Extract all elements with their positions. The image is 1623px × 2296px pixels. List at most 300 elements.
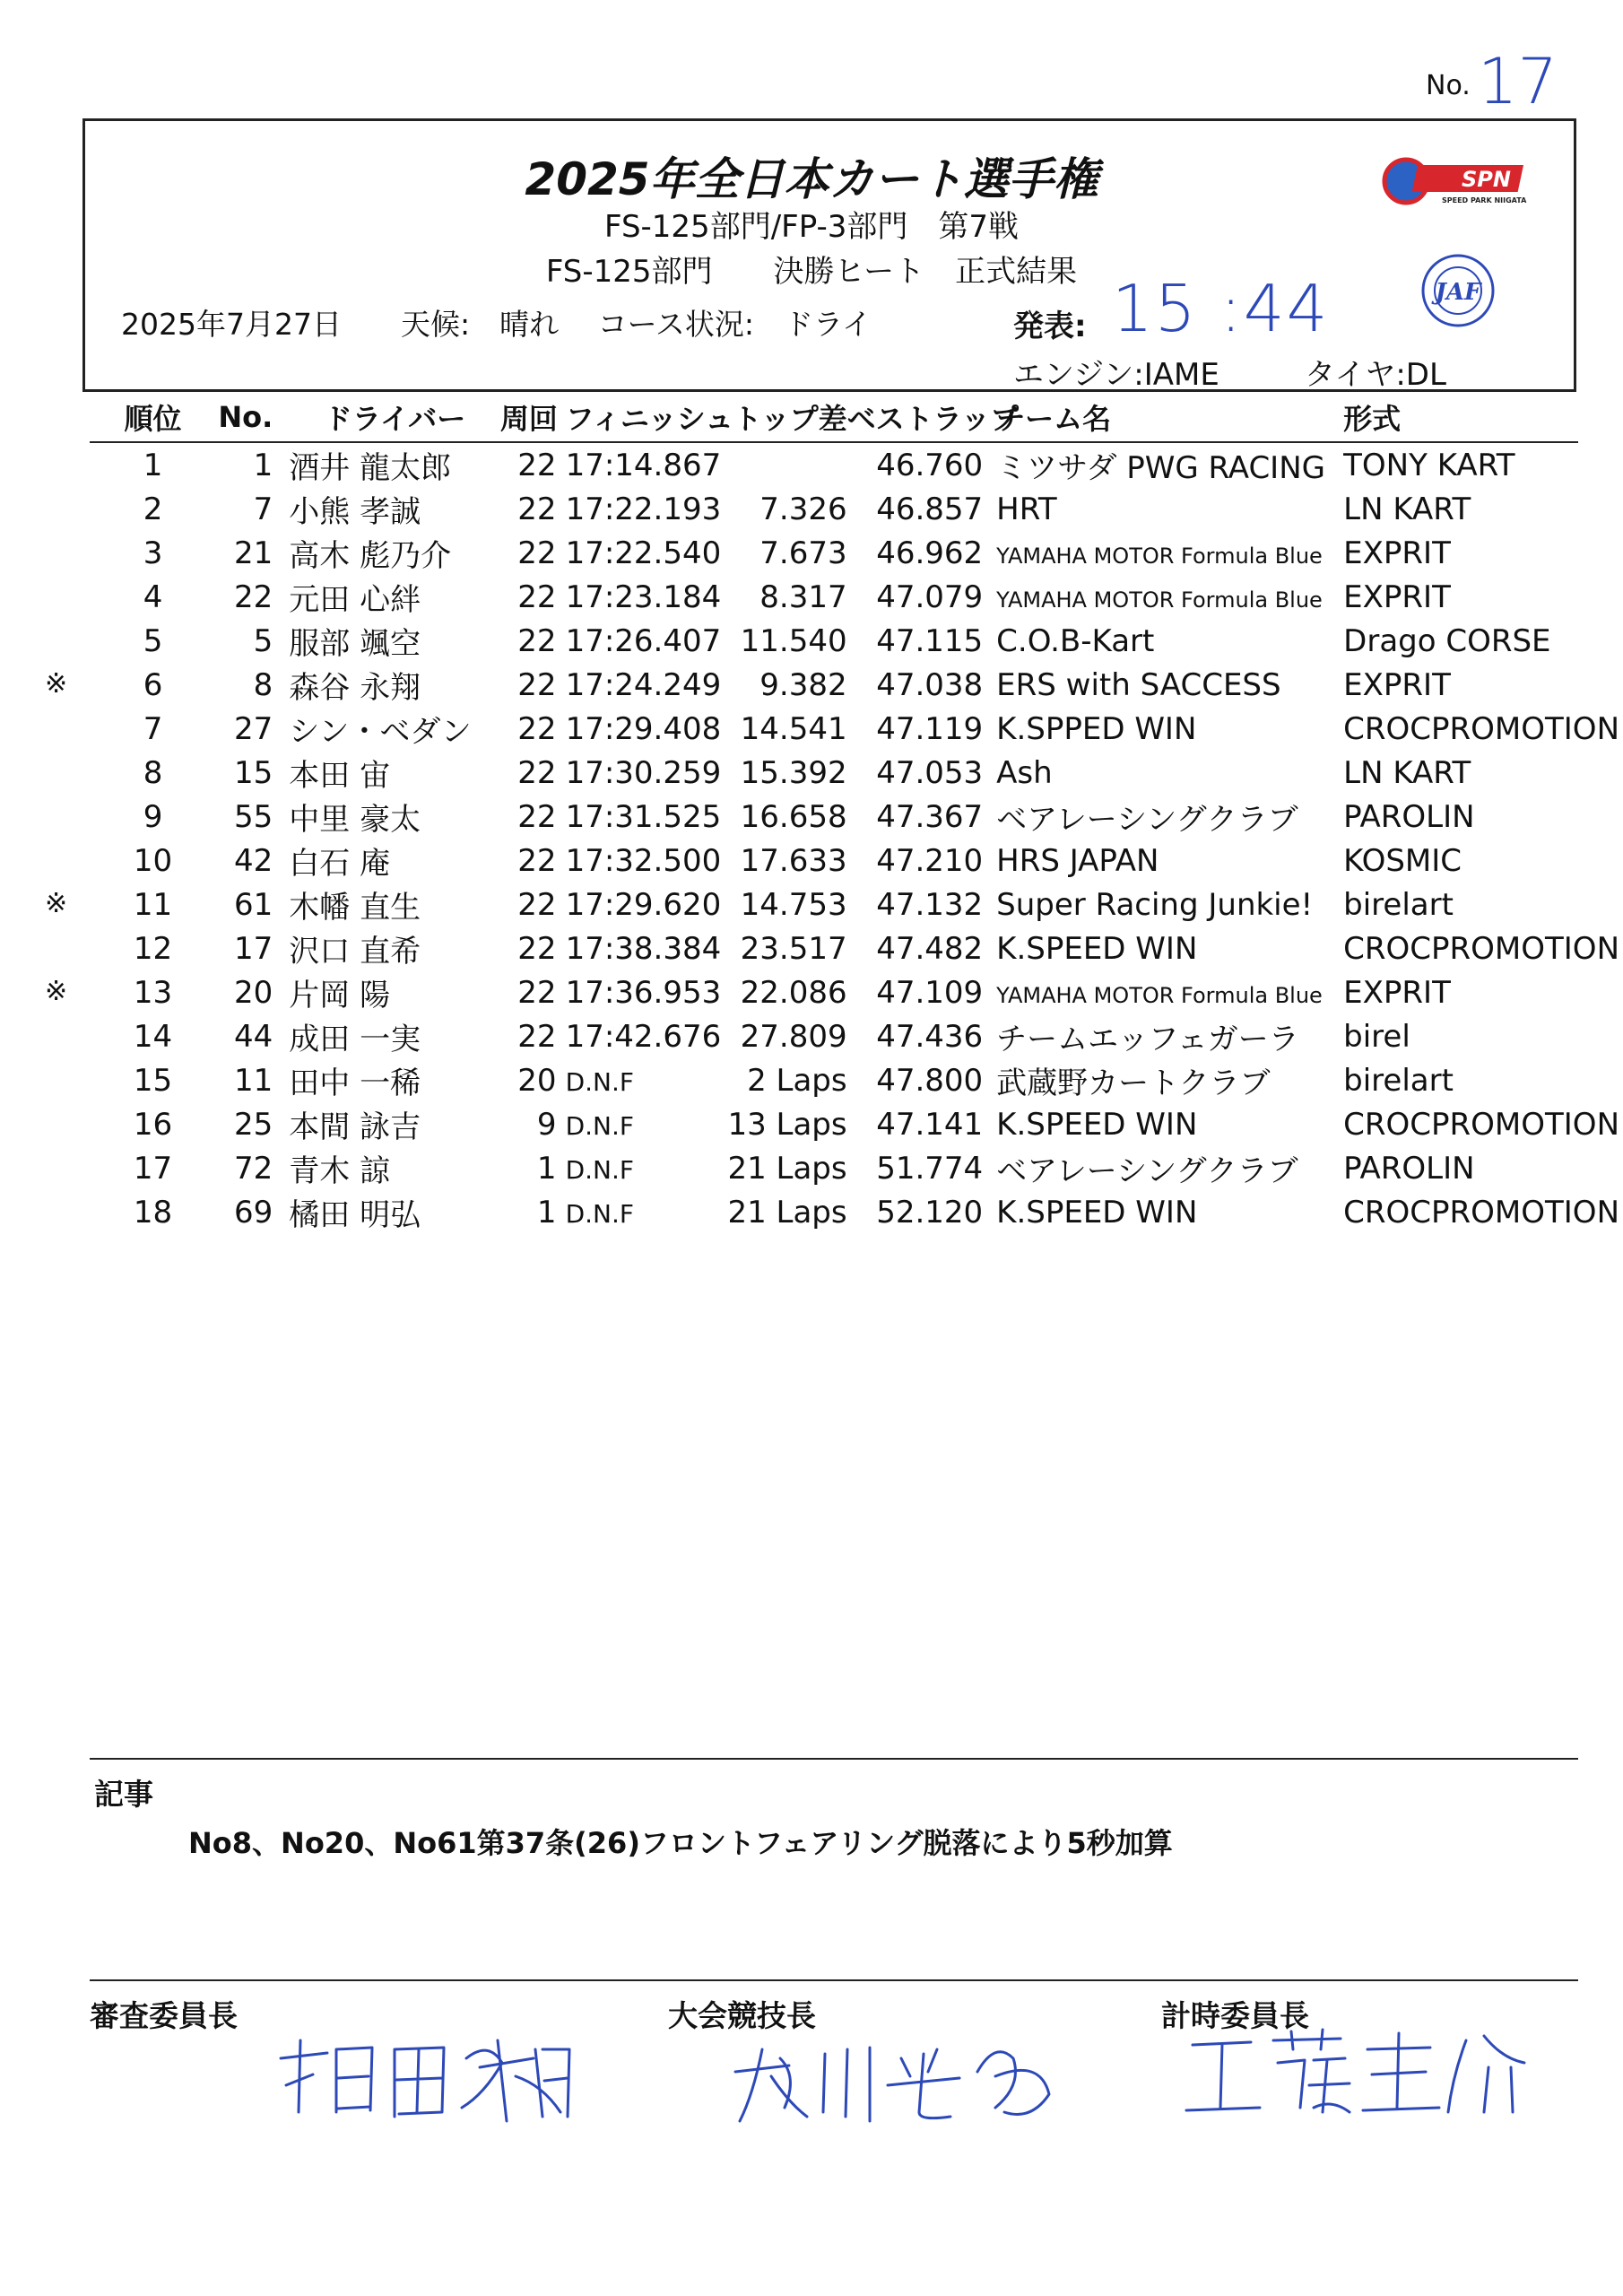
cell-finish-text: D.N.F bbox=[565, 1154, 634, 1185]
cell-best-text: 47.141 bbox=[876, 1106, 984, 1143]
cell-best bbox=[847, 1058, 984, 1102]
table-row bbox=[90, 970, 1578, 1014]
cell-pos-text: 8 bbox=[143, 754, 163, 791]
cell-driver bbox=[282, 926, 500, 970]
cell-pos bbox=[90, 531, 216, 575]
cell-best-text: 47.038 bbox=[876, 666, 984, 703]
table-row bbox=[90, 707, 1578, 751]
cell-driver-text: 小熊 孝誠 bbox=[289, 494, 421, 530]
cell-finish-text: 17:29.620 bbox=[565, 886, 722, 923]
cell-pos bbox=[90, 1190, 216, 1234]
cell-pos-text: 15 bbox=[133, 1062, 173, 1099]
cell-best-text: 47.482 bbox=[876, 930, 984, 967]
cell-pos bbox=[90, 1058, 216, 1102]
cell-best-text: 47.109 bbox=[876, 974, 984, 1011]
table-row bbox=[90, 1102, 1578, 1146]
date-weather-line: 2025年7月27日 天候: 晴れ コース状況: ドライ bbox=[121, 307, 872, 342]
cell-type-text: EXPRIT bbox=[1343, 578, 1451, 615]
engine-info: エンジン:IAME bbox=[1013, 357, 1219, 393]
cell-no bbox=[216, 1102, 282, 1146]
table-row bbox=[90, 1014, 1578, 1058]
cell-no bbox=[216, 970, 282, 1014]
cell-driver bbox=[282, 1014, 500, 1058]
cell-gap bbox=[711, 575, 847, 619]
cell-finish bbox=[557, 795, 722, 839]
cell-pos bbox=[90, 575, 216, 619]
cell-gap-text: 23.517 bbox=[740, 930, 847, 967]
cell-team-text: K.SPPED WIN bbox=[996, 710, 1197, 747]
cell-best bbox=[847, 487, 984, 531]
cell-laps bbox=[500, 663, 557, 707]
cell-team bbox=[983, 926, 1334, 970]
cell-gap-text: 27.809 bbox=[740, 1018, 847, 1055]
cell-no bbox=[216, 1146, 282, 1190]
cell-gap bbox=[711, 751, 847, 795]
cell-driver-text: 元田 心絆 bbox=[289, 582, 421, 618]
cell-driver bbox=[282, 575, 500, 619]
cell-driver bbox=[282, 970, 500, 1014]
cell-best bbox=[847, 1014, 984, 1058]
cell-type bbox=[1334, 1102, 1619, 1146]
cell-gap bbox=[711, 442, 847, 487]
cell-laps bbox=[500, 795, 557, 839]
cell-team bbox=[983, 795, 1334, 839]
cell-gap bbox=[711, 926, 847, 970]
cell-gap-text: 15.392 bbox=[740, 754, 847, 791]
cell-laps bbox=[500, 1146, 557, 1190]
cell-best-text: 52.120 bbox=[876, 1194, 984, 1231]
cell-driver bbox=[282, 883, 500, 926]
cell-team-text: C.O.B-Kart bbox=[996, 622, 1155, 659]
cell-pos-text: 2 bbox=[143, 491, 163, 527]
cell-gap bbox=[711, 970, 847, 1014]
results-table bbox=[45, 395, 1619, 1234]
cell-team-text: Super Racing Junkie! bbox=[996, 886, 1314, 923]
cell-best bbox=[847, 1190, 984, 1234]
col-header-team: チーム名 bbox=[983, 395, 1334, 442]
cell-type bbox=[1334, 1058, 1578, 1102]
cell-type-text: KOSMIC bbox=[1343, 842, 1462, 879]
table-row bbox=[90, 1058, 1578, 1102]
cell-pos-text: 6 bbox=[143, 666, 163, 703]
cell-type-text: PAROLIN bbox=[1343, 798, 1475, 835]
cell-best-text: 47.800 bbox=[876, 1062, 984, 1099]
cell-gap bbox=[711, 619, 847, 663]
cell-best bbox=[847, 1146, 984, 1190]
cell-type bbox=[1334, 795, 1578, 839]
cell-no-text: 61 bbox=[234, 886, 273, 923]
cell-finish bbox=[557, 442, 722, 487]
cell-best bbox=[847, 751, 984, 795]
table-header-row bbox=[90, 395, 1578, 442]
cell-no-text: 25 bbox=[234, 1106, 273, 1143]
cell-driver bbox=[282, 663, 500, 707]
cell-gap-text: 11.540 bbox=[740, 622, 847, 659]
cell-no-text: 22 bbox=[234, 578, 273, 615]
announce-time-value: 15 :44 bbox=[1112, 271, 1330, 346]
cell-team bbox=[983, 531, 1334, 575]
cell-no-text: 5 bbox=[253, 622, 273, 659]
col-header-pos: 順位 bbox=[90, 395, 216, 442]
cell-laps bbox=[500, 442, 557, 487]
cell-best bbox=[847, 926, 984, 970]
cell-gap bbox=[711, 663, 847, 707]
table-row bbox=[90, 663, 1578, 707]
cell-pos-text: 9 bbox=[143, 798, 163, 835]
cell-finish-text: 17:32.500 bbox=[565, 842, 722, 879]
cell-driver bbox=[282, 442, 500, 487]
cell-team-text: YAMAHA MOTOR Formula Blue bbox=[996, 982, 1323, 1008]
cell-no bbox=[216, 1190, 282, 1234]
cell-type bbox=[1334, 487, 1578, 531]
cell-pos-text: 3 bbox=[143, 535, 163, 571]
cell-gap bbox=[711, 1102, 847, 1146]
col-header-no: No. bbox=[216, 395, 282, 442]
cell-type bbox=[1334, 1190, 1619, 1234]
cell-type bbox=[1334, 839, 1578, 883]
cell-no bbox=[216, 839, 282, 883]
cell-type bbox=[1334, 442, 1578, 487]
cell-pos-text: 10 bbox=[133, 842, 173, 879]
cell-laps-text: 22 bbox=[517, 578, 557, 615]
table-row bbox=[90, 575, 1578, 619]
cell-type-text: LN KART bbox=[1343, 754, 1471, 791]
cell-best bbox=[847, 663, 984, 707]
cell-driver bbox=[282, 619, 500, 663]
cell-best bbox=[847, 970, 984, 1014]
penalty-mark: ※ bbox=[45, 888, 68, 919]
cell-laps-text: 22 bbox=[517, 930, 557, 967]
cell-no-text: 17 bbox=[234, 930, 273, 967]
cell-laps-text: 22 bbox=[517, 666, 557, 703]
cell-laps bbox=[500, 487, 557, 531]
cell-driver-text: 片岡 陽 bbox=[289, 978, 391, 1013]
steward-signature bbox=[273, 2022, 578, 2130]
svg-text:SPN: SPN bbox=[1462, 167, 1511, 192]
cell-driver-text: 酒井 龍太郎 bbox=[289, 450, 452, 486]
cell-driver-text: 森谷 永翔 bbox=[289, 670, 421, 706]
table-row bbox=[90, 1190, 1578, 1234]
cell-laps bbox=[500, 1014, 557, 1058]
cell-finish bbox=[557, 487, 722, 531]
cell-pos-text: 14 bbox=[133, 1018, 173, 1055]
penalty-mark: ※ bbox=[45, 976, 68, 1007]
cell-gap-text: 7.326 bbox=[759, 491, 847, 527]
cell-team-text: ベアレーシングクラブ bbox=[996, 802, 1298, 838]
cell-finish-text: D.N.F bbox=[565, 1198, 634, 1229]
cell-finish bbox=[557, 883, 722, 926]
cell-team bbox=[983, 1014, 1334, 1058]
cell-finish bbox=[557, 970, 722, 1014]
cell-team bbox=[983, 883, 1334, 926]
cell-laps-text: 22 bbox=[517, 842, 557, 879]
cell-team-text: Ash bbox=[996, 754, 1053, 791]
cell-laps-text: 22 bbox=[517, 710, 557, 747]
cell-no bbox=[216, 619, 282, 663]
cell-no-text: 8 bbox=[253, 666, 273, 703]
col-header-gap: トップ差 bbox=[711, 395, 847, 442]
cell-best bbox=[847, 883, 984, 926]
cell-laps-text: 22 bbox=[517, 447, 557, 483]
svg-text:SPEED PARK NIIGATA: SPEED PARK NIIGATA bbox=[1442, 196, 1527, 204]
cell-team bbox=[983, 707, 1334, 751]
cell-finish bbox=[557, 707, 722, 751]
cell-driver-text: 成田 一実 bbox=[289, 1022, 421, 1057]
cell-type-text: EXPRIT bbox=[1343, 974, 1451, 1011]
cell-gap-text: 17.633 bbox=[740, 842, 847, 879]
notes-label: 記事 bbox=[94, 1777, 153, 1812]
cell-driver-text: 中里 豪太 bbox=[289, 802, 421, 838]
cell-driver-text: 橘田 明弘 bbox=[289, 1197, 421, 1233]
cell-pos bbox=[90, 839, 216, 883]
cell-no-text: 20 bbox=[234, 974, 273, 1011]
cell-finish-text: 17:42.676 bbox=[565, 1018, 722, 1055]
cell-gap-text: 14.541 bbox=[740, 710, 847, 747]
cell-type-text: EXPRIT bbox=[1343, 666, 1451, 703]
table-row bbox=[90, 839, 1578, 883]
cell-finish-text: 17:22.540 bbox=[565, 535, 722, 571]
cell-gap bbox=[711, 839, 847, 883]
cell-best bbox=[847, 619, 984, 663]
cell-finish-text: 17:26.407 bbox=[565, 622, 722, 659]
cell-team-text: ベアレーシングクラブ bbox=[996, 1153, 1298, 1189]
cell-gap-text: 16.658 bbox=[740, 798, 847, 835]
cell-laps bbox=[500, 839, 557, 883]
cell-best-text: 46.962 bbox=[876, 535, 984, 571]
cell-pos-text: 17 bbox=[133, 1150, 173, 1187]
cell-finish-text: 17:30.259 bbox=[565, 754, 722, 791]
cell-best bbox=[847, 707, 984, 751]
col-header-laps: 周回 bbox=[500, 395, 557, 442]
cell-laps bbox=[500, 1190, 557, 1234]
cell-team bbox=[983, 1190, 1334, 1234]
cell-best bbox=[847, 795, 984, 839]
cell-type bbox=[1334, 926, 1619, 970]
cell-best-text: 47.436 bbox=[876, 1018, 984, 1055]
event-subtitle: FS-125部門/FP-3部門 第7戦 bbox=[603, 209, 1019, 245]
cell-type-text: birelart bbox=[1343, 1062, 1454, 1099]
cell-finish-text: 17:31.525 bbox=[565, 798, 722, 835]
cell-driver-text: 青木 諒 bbox=[289, 1153, 391, 1189]
page-number-label: No. bbox=[1426, 70, 1471, 101]
cell-type-text: Drago CORSE bbox=[1343, 622, 1551, 659]
cell-no bbox=[216, 883, 282, 926]
cell-pos-text: 13 bbox=[133, 974, 173, 1011]
cell-pos-text: 1 bbox=[143, 447, 163, 483]
cell-type bbox=[1334, 707, 1619, 751]
cell-gap-text: 9.382 bbox=[759, 666, 847, 703]
cell-pos-text: 11 bbox=[133, 886, 173, 923]
cell-laps bbox=[500, 1058, 557, 1102]
penalty-mark: ※ bbox=[45, 668, 68, 700]
cell-best-text: 47.132 bbox=[876, 886, 984, 923]
cell-laps-text: 9 bbox=[536, 1106, 557, 1143]
cell-driver bbox=[282, 707, 500, 751]
cell-laps bbox=[500, 575, 557, 619]
cell-team bbox=[983, 1058, 1334, 1102]
table-row bbox=[90, 795, 1578, 839]
cell-best bbox=[847, 442, 984, 487]
race-director-label: 大会競技長 bbox=[668, 1998, 816, 2033]
cell-best-text: 46.760 bbox=[876, 447, 984, 483]
cell-pos bbox=[90, 926, 216, 970]
cell-gap bbox=[711, 1058, 847, 1102]
cell-type-text: CROCPROMOTION bbox=[1343, 1106, 1619, 1143]
announce-time-label: 発表: bbox=[1013, 309, 1087, 344]
cell-gap bbox=[711, 487, 847, 531]
cell-gap-text: 13 Laps bbox=[727, 1106, 847, 1143]
cell-gap bbox=[711, 1146, 847, 1190]
divider bbox=[90, 1758, 1578, 1760]
cell-no-text: 21 bbox=[234, 535, 273, 571]
cell-type-text: EXPRIT bbox=[1343, 535, 1451, 571]
cell-team-text: YAMAHA MOTOR Formula Blue bbox=[996, 543, 1323, 569]
cell-no bbox=[216, 575, 282, 619]
cell-pos bbox=[90, 619, 216, 663]
cell-pos bbox=[90, 442, 216, 487]
cell-laps bbox=[500, 970, 557, 1014]
cell-type-text: birelart bbox=[1343, 886, 1454, 923]
cell-finish-text: 17:24.249 bbox=[565, 666, 722, 703]
cell-pos-text: 4 bbox=[143, 578, 163, 615]
cell-laps-text: 22 bbox=[517, 886, 557, 923]
cell-team bbox=[983, 575, 1334, 619]
cell-laps-text: 1 bbox=[536, 1150, 557, 1187]
cell-pos-text: 18 bbox=[133, 1194, 173, 1231]
cell-laps-text: 22 bbox=[517, 754, 557, 791]
cell-best bbox=[847, 1102, 984, 1146]
divider bbox=[90, 1979, 1578, 1981]
table-row bbox=[90, 531, 1578, 575]
cell-pos bbox=[90, 487, 216, 531]
cell-type bbox=[1334, 1146, 1578, 1190]
cell-pos bbox=[90, 1102, 216, 1146]
cell-team-text: K.SPEED WIN bbox=[996, 1106, 1198, 1143]
cell-team bbox=[983, 839, 1334, 883]
cell-finish bbox=[557, 1102, 711, 1146]
cell-best bbox=[847, 575, 984, 619]
cell-best-text: 47.367 bbox=[876, 798, 984, 835]
cell-driver-text: 本間 詠吉 bbox=[289, 1109, 421, 1145]
table-row bbox=[90, 442, 1578, 487]
cell-finish-text: 17:38.384 bbox=[565, 930, 722, 967]
cell-team-text: K.SPEED WIN bbox=[996, 1194, 1198, 1231]
cell-no bbox=[216, 487, 282, 531]
cell-driver-text: 服部 颯空 bbox=[289, 626, 421, 662]
cell-best bbox=[847, 531, 984, 575]
cell-type-text: TONY KART bbox=[1343, 447, 1515, 483]
cell-laps-text: 22 bbox=[517, 974, 557, 1011]
col-header-type: 形式 bbox=[1334, 395, 1578, 442]
cell-laps bbox=[500, 531, 557, 575]
cell-no-text: 27 bbox=[234, 710, 273, 747]
cell-gap bbox=[711, 1014, 847, 1058]
cell-team bbox=[983, 487, 1334, 531]
cell-gap-text: 2 Laps bbox=[747, 1062, 847, 1099]
document-title: 2025年全日本カート選手権 bbox=[525, 153, 1098, 205]
cell-no-text: 55 bbox=[234, 798, 273, 835]
cell-type bbox=[1334, 619, 1578, 663]
cell-laps bbox=[500, 1102, 557, 1146]
col-header-finish: フィニッシュ bbox=[557, 395, 711, 442]
cell-laps bbox=[500, 883, 557, 926]
cell-no bbox=[216, 531, 282, 575]
cell-type-text: CROCPROMOTION bbox=[1343, 710, 1619, 747]
cell-team-text: 武蔵野カートクラブ bbox=[996, 1065, 1271, 1101]
cell-team bbox=[983, 751, 1334, 795]
cell-no bbox=[216, 663, 282, 707]
cell-pos-text: 12 bbox=[133, 930, 173, 967]
cell-type bbox=[1334, 531, 1578, 575]
cell-team bbox=[983, 1102, 1334, 1146]
cell-finish bbox=[557, 531, 722, 575]
cell-finish-text: 17:36.953 bbox=[565, 974, 722, 1011]
cell-best bbox=[847, 839, 984, 883]
cell-no bbox=[216, 1058, 282, 1102]
steward-label: 審査委員長 bbox=[90, 1998, 238, 2033]
cell-driver-text: 白石 庵 bbox=[289, 846, 391, 882]
cell-no-text: 72 bbox=[234, 1150, 273, 1187]
cell-pos-text: 16 bbox=[133, 1106, 173, 1143]
cell-best-text: 51.774 bbox=[876, 1150, 984, 1187]
cell-finish bbox=[557, 1146, 711, 1190]
cell-no-text: 44 bbox=[234, 1018, 273, 1055]
cell-gap bbox=[711, 883, 847, 926]
cell-laps bbox=[500, 707, 557, 751]
cell-finish bbox=[557, 619, 722, 663]
cell-gap-text: 7.673 bbox=[759, 535, 847, 571]
table-row bbox=[90, 883, 1578, 926]
cell-type bbox=[1334, 1014, 1578, 1058]
cell-pos bbox=[90, 795, 216, 839]
cell-pos bbox=[45, 883, 216, 926]
cell-no-text: 69 bbox=[234, 1194, 273, 1231]
cell-no bbox=[216, 1014, 282, 1058]
cell-no bbox=[216, 707, 282, 751]
cell-gap bbox=[711, 531, 847, 575]
cell-gap-text: 8.317 bbox=[759, 578, 847, 615]
cell-gap bbox=[711, 1190, 847, 1234]
cell-laps bbox=[500, 751, 557, 795]
cell-type bbox=[1334, 751, 1578, 795]
cell-finish bbox=[557, 1058, 711, 1102]
cell-no-text: 1 bbox=[253, 447, 273, 483]
cell-pos bbox=[90, 751, 216, 795]
cell-finish bbox=[557, 1014, 722, 1058]
cell-no bbox=[216, 442, 282, 487]
cell-driver bbox=[282, 487, 500, 531]
cell-laps-text: 1 bbox=[536, 1194, 557, 1231]
cell-no bbox=[216, 751, 282, 795]
cell-team-text: YAMAHA MOTOR Formula Blue bbox=[996, 587, 1323, 613]
cell-finish bbox=[557, 575, 722, 619]
cell-finish-text: 17:23.184 bbox=[565, 578, 722, 615]
cell-laps-text: 22 bbox=[517, 622, 557, 659]
cell-team bbox=[983, 1146, 1334, 1190]
cell-laps-text: 22 bbox=[517, 535, 557, 571]
timing-chief-label: 計時委員長 bbox=[1161, 1998, 1309, 2033]
cell-driver bbox=[282, 1102, 500, 1146]
cell-driver bbox=[282, 795, 500, 839]
cell-type bbox=[1334, 663, 1578, 707]
cell-driver-text: 田中 一稀 bbox=[289, 1065, 421, 1101]
cell-driver bbox=[282, 531, 500, 575]
cell-no bbox=[216, 926, 282, 970]
table-row bbox=[90, 487, 1578, 531]
cell-laps bbox=[500, 926, 557, 970]
cell-best-text: 46.857 bbox=[876, 491, 984, 527]
result-subtitle: FS-125部門 決勝ヒート 正式結果 bbox=[545, 254, 1078, 290]
